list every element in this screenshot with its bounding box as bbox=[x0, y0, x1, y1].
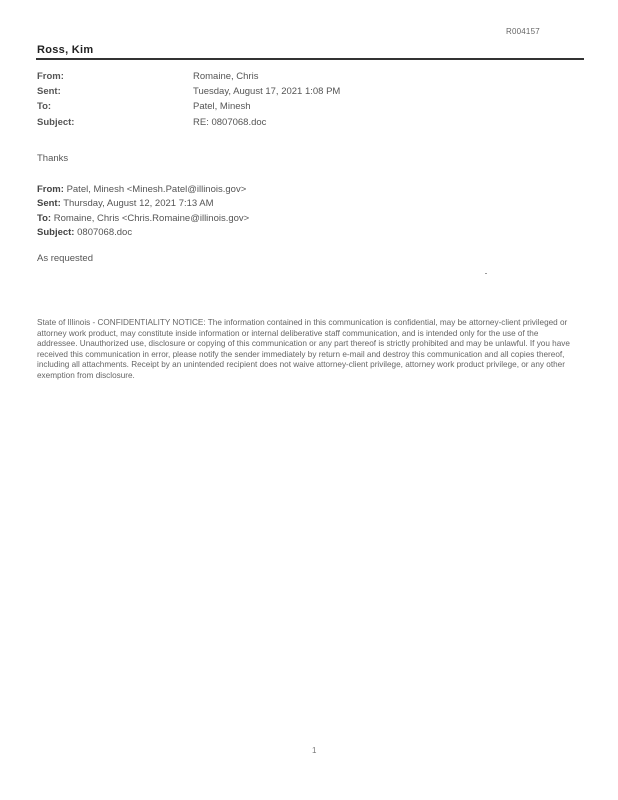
reply-body: Thanks bbox=[37, 153, 69, 164]
header-row-from bbox=[37, 71, 557, 86]
forwarded-from-label: From: bbox=[37, 184, 64, 195]
header-value: Patel, Minesh bbox=[193, 101, 251, 113]
forwarded-to bbox=[37, 212, 249, 226]
header-divider bbox=[36, 58, 584, 60]
forwarded-sent-value: Thursday, August 12, 2021 7:13 AM bbox=[63, 198, 214, 210]
mailbox-owner-name: Ross, Kim bbox=[37, 44, 94, 56]
header-row-to bbox=[37, 101, 557, 116]
header-label: From: bbox=[37, 71, 64, 82]
forwarded-from-value: Patel, Minesh <Minesh.Patel@illinois.gov> bbox=[66, 184, 247, 195]
header-value: Tuesday, August 17, 2021 1:08 PM bbox=[193, 86, 341, 98]
scan-speck bbox=[485, 273, 487, 274]
email-header bbox=[37, 71, 557, 132]
forwarded-to-value: Romaine, Chris <Chris.Romaine@illinois.gov> bbox=[53, 212, 250, 224]
confidentiality-notice: State of Illinois - CONFIDENTIALITY NOTICE: The information contained in this communication is confidential, may be attorney-client privileged or attorney work product, may constitute inside information or internal deliberative staff communication, and is intended only for the use of the addressee. Unauthorized use, disclosure or copying of this communication or any part thereof is strictly prohibited and may be unlawful. If you have received this communication in error, please notify the sender immediately by return e-mail and destroy this communication and all copies thereof, including all attachments. Receipt by an unintended recipient does not waive attorney-client privilege, attorney work product privilege, or any other exemption from disclosure. bbox=[37, 318, 570, 380]
forwarded-sent bbox=[37, 197, 249, 211]
forwarded-subject bbox=[37, 226, 249, 240]
page-number: 1 bbox=[312, 746, 317, 755]
header-label: Sent: bbox=[37, 86, 61, 98]
forwarded-sent-label: Sent: bbox=[37, 198, 61, 210]
header-row-subject bbox=[37, 117, 557, 132]
header-row-sent bbox=[37, 86, 557, 101]
forwarded-header bbox=[37, 183, 249, 240]
forwarded-from bbox=[37, 183, 249, 197]
header-value: RE: 0807068.doc bbox=[193, 116, 267, 128]
forwarded-subject-value: 0807068.doc bbox=[77, 226, 133, 238]
forwarded-subject-label: Subject: bbox=[37, 226, 75, 238]
header-value: Romaine, Chris bbox=[193, 71, 259, 82]
bates-number: R004157 bbox=[506, 27, 540, 36]
forwarded-to-label: To: bbox=[37, 212, 52, 224]
forwarded-body: As requested bbox=[37, 253, 93, 264]
header-label: Subject: bbox=[37, 116, 75, 128]
header-label: To: bbox=[37, 101, 52, 113]
